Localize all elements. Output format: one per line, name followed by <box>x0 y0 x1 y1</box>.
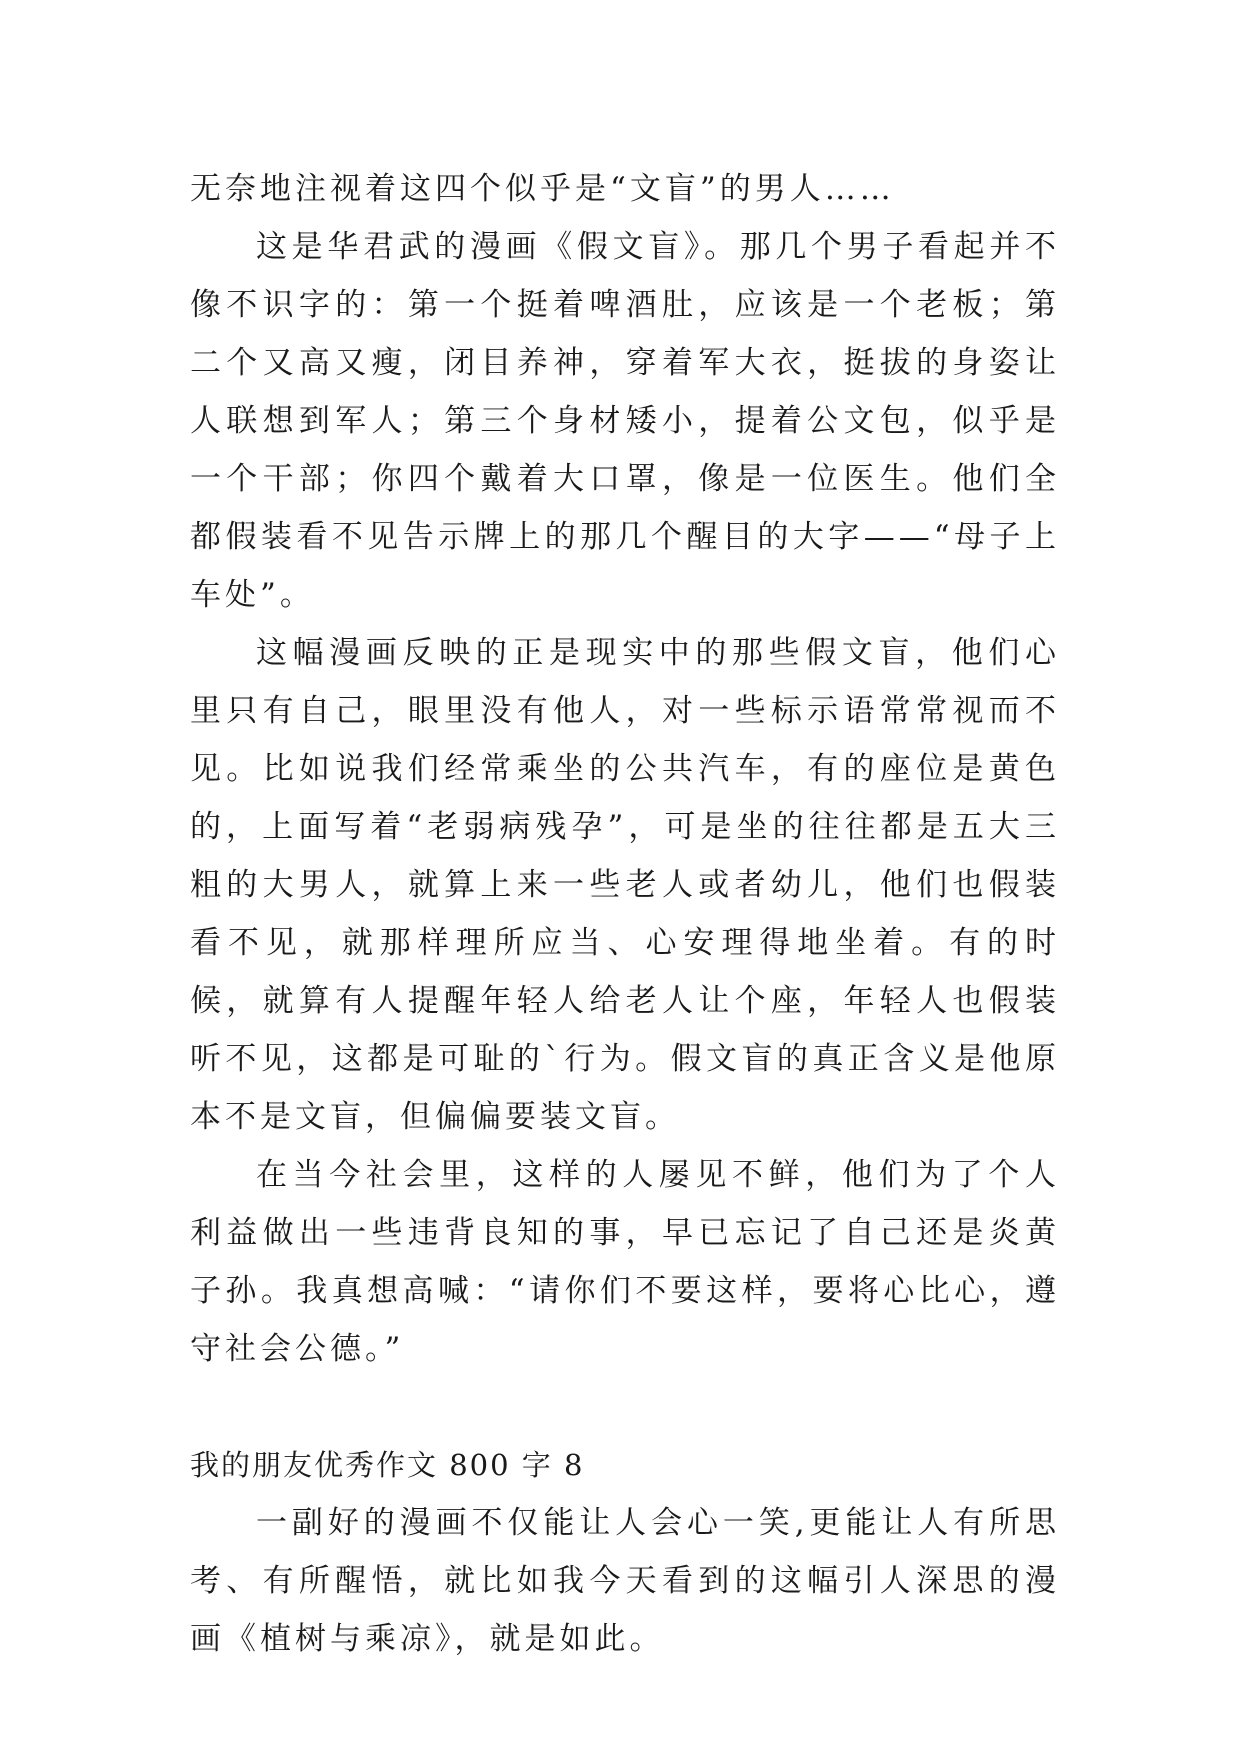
essay-heading: 我的朋友优秀作文 800 字 8 <box>190 1448 585 1482</box>
body-text <box>190 160 1060 1668</box>
paragraph-reflection: 这幅漫画反映的正是现实中的那些假文盲，他们心里只有自己，眼里没有他人，对一些标示语常常视而不见。比如说我们经常乘坐的公共汽车，有的座位是黄色的，上面写着“老弱病残孕”，可是坐的往往都是五大三粗的大男人，就算上来一些老人或者幼儿，他们也假装看不见，就那样理所应当、心安理得地坐着。有的时候，就算有人提醒年轻人给老人让个座，年轻人也假装听不见，这都是可耻的`行为。假文盲的真正含义是他原本不是文盲，但偏偏要装文盲。 <box>190 635 1060 1135</box>
paragraph-comic-description: 这是华君武的漫画《假文盲》。那几个男子看起并不像不识字的：第一个挺着啤酒肚，应该是一个老板；第二个又高又瘦，闭目养神，穿着军大衣，挺拔的身姿让人联想到军人；第三个身材矮小，提着公文包，似乎是一个干部；你四个戴着大口罩，像是一位医生。他们全都假装看不见告示牌上的那几个醒目的大字——“母子上车处”。 <box>190 229 1060 613</box>
paragraph-continuation: 无奈地注视着这四个似乎是“文盲”的男人…… <box>190 171 895 207</box>
paragraph-conclusion: 在当今社会里，这样的人屡见不鲜，他们为了个人利益做出一些违背良知的事，早已忘记了自己还是炎黄子孙。我真想高喊：“请你们不要这样，要将心比心，遵守社会公德。” <box>190 1157 1060 1367</box>
paragraph-new-essay-intro: 一副好的漫画不仅能让人会心一笑,更能让人有所思考、有所醒悟，就比如我今天看到的这幅引人深思的漫画《植树与乘凉》，就是如此。 <box>190 1505 1060 1657</box>
section-gap <box>190 1378 1060 1436</box>
